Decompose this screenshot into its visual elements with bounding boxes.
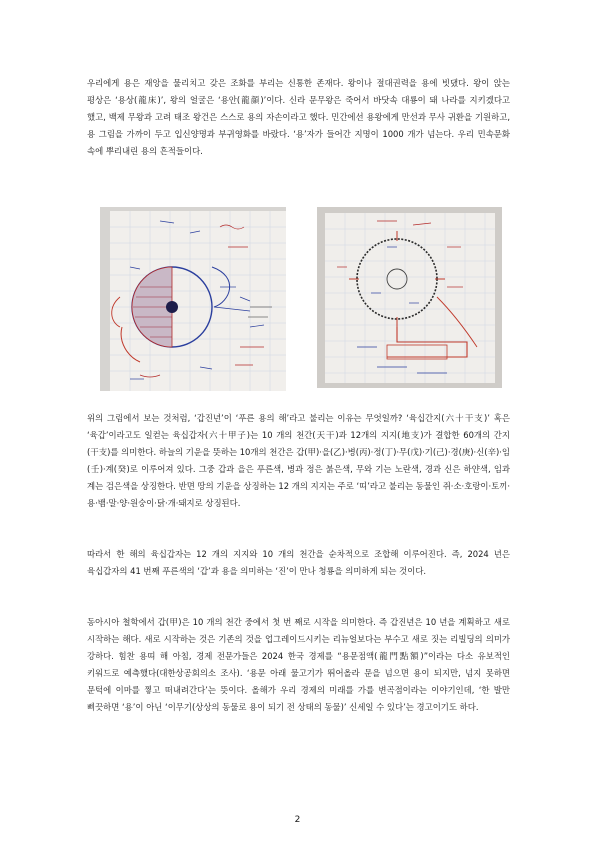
handwritten-diagram-photo-left <box>100 207 286 391</box>
paragraph-sixty-cycle: 위의 그림에서 보는 것처럼, ‘갑진년’이 ‘푸른 용의 해’라고 불리는 이유는 무엇일까? ‘육십간지(六十干支)’ 혹은 ‘육갑’이라고도 일컫는 육십갑자(六十甲子)는 10 개의 천간(天干)과 12개의 지지(地支)가 결합한 60개의 간지(干支)를 의미한다. 하늘의 기운을 뜻하는 10개의 천간은 갑(甲)·을(乙)·병(丙)·정(丁)·무(戊)·기(己)·경(庚)·신(辛)·임(壬)·계(癸)로 이루어져 있다. 그중 갑과 을은 푸른색, 병과 정은 붉은색, 무와 기는 노란색, 경과 신은 하얀색, 임과 계는 검은색을 상징한다. 반면 땅의 기운을 상징하는 12 개의 지지는 주로 ‘띠’라고 불리는 동물인 쥐·소·호랑이·토끼·용·뱀·말·양·원숭이·닭·개·돼지로 상징된다. <box>87 413 510 508</box>
paragraph-year-2024: 따라서 한 해의 육십갑자는 12 개의 지지와 10 개의 천간을 순차적으로 조합해 이루어진다. 즉, 2024 년은 육십갑자의 41 번째 푸른색의 ‘갑’과 용을 의미하는 ‘진’이 만나 청룡을 의미하게 되는 것이다. <box>87 549 510 576</box>
paragraph-economy-outlook: 동아시아 철학에서 갑(甲)은 10 개의 천간 중에서 첫 번 째로 시작을 의미한다. 즉 갑진년은 10 년을 계획하고 새로 시작하는 해다. 새로 시작하는 것은 기존의 것을 업그레이드시키는 리뉴얼보다는 부수고 새로 짓는 리빌딩의 의미가 강하다. 힘찬 용띠 해 아침, 경제 전문가들은 2024 한국 경제를 “용문점액(龍門點額)”이라는 다소 유보적인 키워드로 예측했다(대한상공회의소 조사). ‘용문 아래 물고기가 뛰어올라 문을 넘으면 용이 되지만, 넘지 못하면 문턱에 이마를 찧고 떠내려간다’는 뜻이다. 올해가 우리 경제의 미래를 가를 변곡점이라는 이야기인데, ‘한 발만 삐끗하면 ‘용’이 아닌 ‘이무기(상상의 동물로 용이 되기 전 상태의 동물)’ 신세일 수 있다’는 경고이기도 하다. <box>87 617 510 712</box>
page-number: 2 <box>294 815 301 825</box>
handwritten-diagram-photo-right <box>317 207 502 388</box>
paragraph-intro: 우리에게 용은 재앙을 물리치고 갖은 조화를 부리는 신통한 존재다. 왕이나 절대권력을 용에 빗댔다. 왕이 앉는 평상은 ‘용상(龍床)’, 왕의 얼굴은 ‘용안(龍顔)’이다. 신라 문무왕은 죽어서 바닷속 대룡이 돼 나라를 지키겠다고 했고, 백제 무왕과 고려 태조 왕건은 스스로 용의 자손이라고 했다. 민간에선 용왕에게 만선과 무사 귀환을 기원하고, 용 그림을 가까이 두고 입신양명과 부귀영화를 바랐다. ‘용’자가 들어간 지명이 1000 개가 넘는다. 우리 민속문화 속에 뿌리내린 용의 흔적들이다. <box>87 78 510 156</box>
